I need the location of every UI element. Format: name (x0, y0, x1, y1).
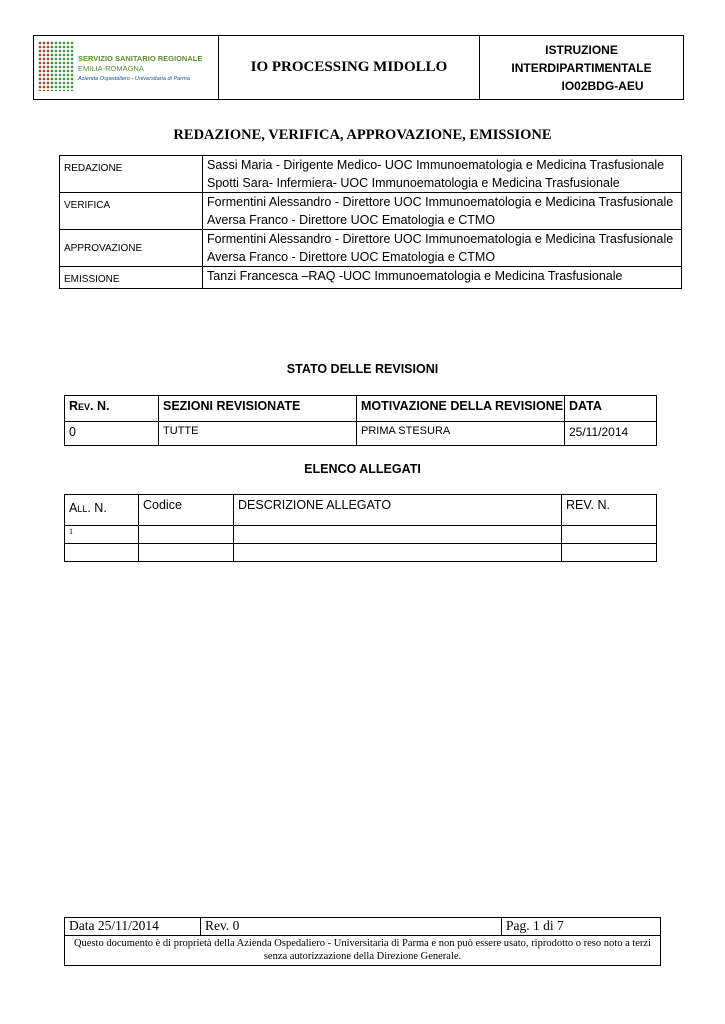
table-row (65, 526, 657, 544)
table-row (60, 156, 682, 193)
responsible-line: Aversa Franco - Direttore UOC Ematologia e CTMO (207, 213, 496, 227)
table-cell (562, 526, 657, 544)
footer-row (65, 936, 661, 966)
table-header-row (65, 495, 657, 526)
row-label: VERIFICA (60, 193, 203, 230)
table-row (60, 267, 682, 289)
table-row (60, 193, 682, 230)
column-header: MOTIVAZIONE DELLA REVISIONE (357, 396, 565, 422)
table-row (65, 544, 657, 562)
document-header (33, 35, 684, 100)
footer-row (65, 918, 661, 936)
table-cell (234, 544, 562, 562)
section-title-allegati: ELENCO ALLEGATI (304, 462, 421, 476)
row-value (203, 230, 682, 267)
table-cell: PRIMA STESURA (357, 422, 565, 446)
responsible-line: Formentini Alessandro - Direttore UOC Immunoematologia e Medicina Trasfusionale (207, 195, 674, 209)
row-value (203, 267, 682, 289)
document-footer (64, 917, 661, 966)
footer-date: Data 25/11/2014 (65, 918, 201, 936)
table-cell (139, 526, 234, 544)
column-header: SEZIONI REVISIONATE (159, 396, 357, 422)
column-header: DATA (565, 396, 657, 422)
logo-dots-accent-icon (38, 41, 52, 91)
column-header: All. N. (65, 495, 139, 526)
row-label: REDAZIONE (60, 156, 203, 193)
organization-logo (34, 36, 218, 99)
document-type-line-1: ISTRUZIONE (545, 42, 618, 57)
table-cell: TUTTE (159, 422, 357, 446)
row-label: EMISSIONE (60, 267, 203, 289)
footer-revision: Rev. 0 (201, 918, 502, 936)
table-cell (65, 544, 139, 562)
column-header: Rev. N. (65, 396, 159, 422)
table-cell: 0 (65, 422, 159, 446)
column-header: DESCRIZIONE ALLEGATO (234, 495, 562, 526)
column-header: Codice (139, 495, 234, 526)
table-cell (234, 526, 562, 544)
document-title: IO PROCESSING MIDOLLO (219, 36, 480, 100)
logo-line-3: Azienda Ospedaliero - Universitaria di Parma (78, 76, 190, 82)
table-cell: 25/11/2014 (565, 422, 657, 446)
responsible-line: Tanzi Francesca –RAQ -UOC Immunoematologia e Medicina Trasfusionale (207, 269, 623, 283)
row-value (203, 156, 682, 193)
table-row (60, 230, 682, 267)
logo-cell (34, 36, 219, 100)
logo-line-2: EMILIA-ROMAGNA (78, 64, 144, 73)
allegati-table (64, 494, 657, 562)
redazione-table (59, 155, 682, 289)
section-title-redazione: REDAZIONE, VERIFICA, APPROVAZIONE, EMISSIONE (173, 127, 552, 143)
document-type-line-2: INTERDIPARTIMENTALE (511, 60, 652, 75)
table-cell (562, 544, 657, 562)
responsible-line: Formentini Alessandro - Direttore UOC Immunoematologia e Medicina Trasfusionale (207, 232, 674, 246)
table-header-row (65, 396, 657, 422)
document-type-cell (480, 36, 684, 100)
table-row (65, 422, 657, 446)
responsible-line: Aversa Franco - Direttore UOC Ematologia e CTMO (207, 250, 496, 264)
column-header: REV. N. (562, 495, 657, 526)
footer-page-number: Pag. 1 di 7 (502, 918, 661, 936)
table-cell (139, 544, 234, 562)
row-label: APPROVAZIONE (60, 230, 203, 267)
row-value (203, 193, 682, 230)
responsible-line: Spotti Sara- Infermiera- UOC Immunoematologia e Medicina Trasfusionale (207, 176, 620, 190)
table-cell: 1 (65, 526, 139, 544)
section-title-revisioni: STATO DELLE REVISIONI (286, 362, 439, 376)
revisioni-table (64, 395, 657, 446)
logo-line-1: SERVIZIO SANITARIO REGIONALE (78, 54, 203, 63)
footer-ownership-note: Questo documento è di proprietà della Azienda Ospedaliero - Universitaria di Parma e non può essere usato, riprodotto o reso noto a terzi senza autorizzazione della Direzione Generale. (65, 936, 661, 966)
document-code: IO02BDG-AEU (561, 78, 644, 93)
responsible-line: Sassi Maria - Dirigente Medico- UOC Immunoematologia e Medicina Trasfusionale (207, 158, 665, 172)
